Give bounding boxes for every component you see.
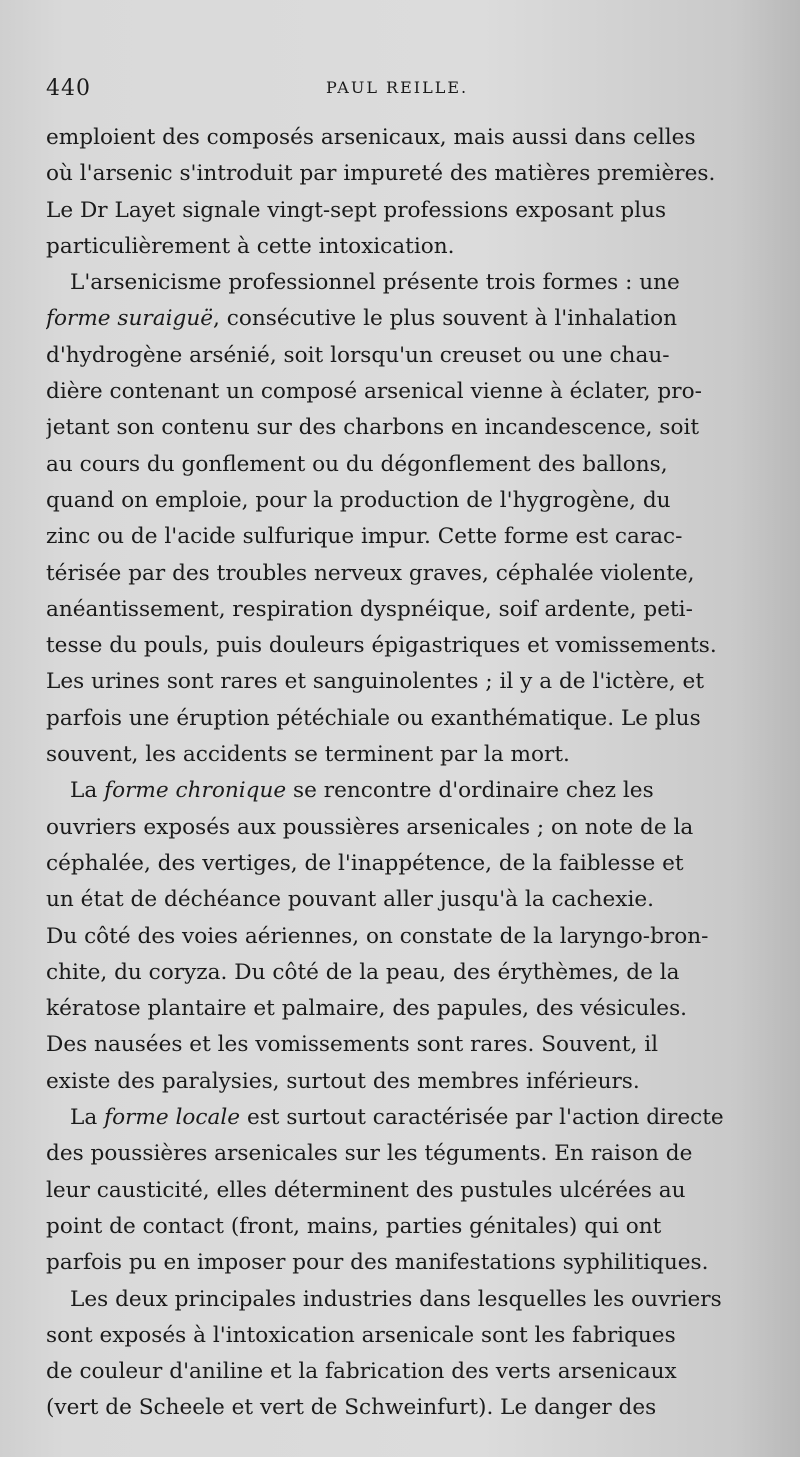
text-line: Les deux principales industries dans lesquelles les ouvriers	[70, 1286, 722, 1312]
text-line: anéantissement, respiration dyspnéique, soif ardente, peti-	[46, 596, 693, 622]
text-line: existe des paralysies, surtout des membres inférieurs.	[46, 1068, 640, 1094]
text-line	[46, 773, 760, 809]
italic-term: forme chronique	[104, 778, 287, 804]
running-head: PAUL REILLE.	[326, 78, 469, 97]
text-line: jetant son contenu sur des charbons en incandescence, soit	[46, 415, 700, 441]
text-span: , consécutive le plus souvent à l'inhalation	[213, 306, 678, 332]
text-line: un état de déchéance pouvant aller jusqu'à la cachexie.	[46, 887, 655, 913]
text-line: kératose plantaire et palmaire, des papules, des vésicules.	[46, 996, 688, 1022]
text-line: quand on emploie, pour la production de l'hygrogène, du	[46, 487, 671, 513]
text-line: tesse du pouls, puis douleurs épigastriques et vomissements.	[46, 633, 717, 659]
text-line: leur causticité, elles déterminent des pustules ulcérées au	[46, 1177, 686, 1203]
text-span: se rencontre d'ordinaire chez les	[286, 778, 654, 804]
text-line	[46, 1100, 760, 1136]
body-text	[46, 120, 760, 1427]
italic-term: forme locale	[104, 1105, 241, 1131]
text-span: La	[70, 1105, 105, 1131]
text-line: térisée par des troubles nerveux graves, céphalée violente,	[46, 560, 695, 586]
text-line: sont exposés à l'intoxication arsenicale sont les fabriques	[46, 1322, 676, 1348]
page-header	[46, 76, 760, 120]
text-line: point de contact (front, mains, parties génitales) qui ont	[46, 1213, 662, 1239]
text-line: parfois pu en imposer pour des manifestations syphilitiques.	[46, 1250, 709, 1276]
text-line: où l'arsenic s'introduit par impureté des matières premières.	[46, 161, 716, 187]
text-line: parfois une éruption pétéchiale ou exanthématique. Le plus	[46, 705, 701, 731]
text-line: Les urines sont rares et sanguinolentes ; il y a de l'ictère, et	[46, 669, 704, 695]
text-line: dière contenant un composé arsenical vienne à éclater, pro-	[46, 379, 702, 405]
text-line: Le Dr Layet signale vingt-sept professions exposant plus	[46, 197, 667, 223]
text-line: d'hydrogène arsénié, soit lorsqu'un creuset ou une chau-	[46, 342, 670, 368]
text-line: particulièrement à cette intoxication.	[46, 233, 455, 259]
text-line: (vert de Scheele et vert de Schweinfurt). Le danger des	[46, 1395, 657, 1421]
text-line: des poussières arsenicales sur les téguments. En raison de	[46, 1141, 693, 1167]
page-number: 440	[46, 76, 91, 101]
text-line: au cours du gonflement ou du dégonflement des ballons,	[46, 451, 668, 477]
text-line: céphalée, des vertiges, de l'inappétence, de la faiblesse et	[46, 850, 684, 876]
text-line	[46, 301, 760, 337]
text-line: Du côté des voies aériennes, on constate de la laryngo-bron-	[46, 923, 709, 949]
text-line: de couleur d'aniline et la fabrication des verts arsenicaux	[46, 1359, 677, 1385]
text-line: Des nausées et les vomissements sont rares. Souvent, il	[46, 1032, 659, 1058]
text-line: souvent, les accidents se terminent par la mort.	[46, 742, 570, 768]
text-span: La	[70, 778, 105, 804]
text-line: L'arsenicisme professionnel présente trois formes : une	[70, 270, 680, 296]
italic-term: forme suraiguë	[46, 306, 214, 332]
text-span: est surtout caractérisée par l'action directe	[240, 1105, 724, 1131]
text-line: ouvriers exposés aux poussières arsenicales ; on note de la	[46, 814, 694, 840]
text-line: chite, du coryza. Du côté de la peau, des érythèmes, de la	[46, 959, 680, 985]
text-line: zinc ou de l'acide sulfurique impur. Cette forme est carac-	[46, 524, 683, 550]
text-line: emploient des composés arsenicaux, mais aussi dans celles	[46, 125, 696, 150]
